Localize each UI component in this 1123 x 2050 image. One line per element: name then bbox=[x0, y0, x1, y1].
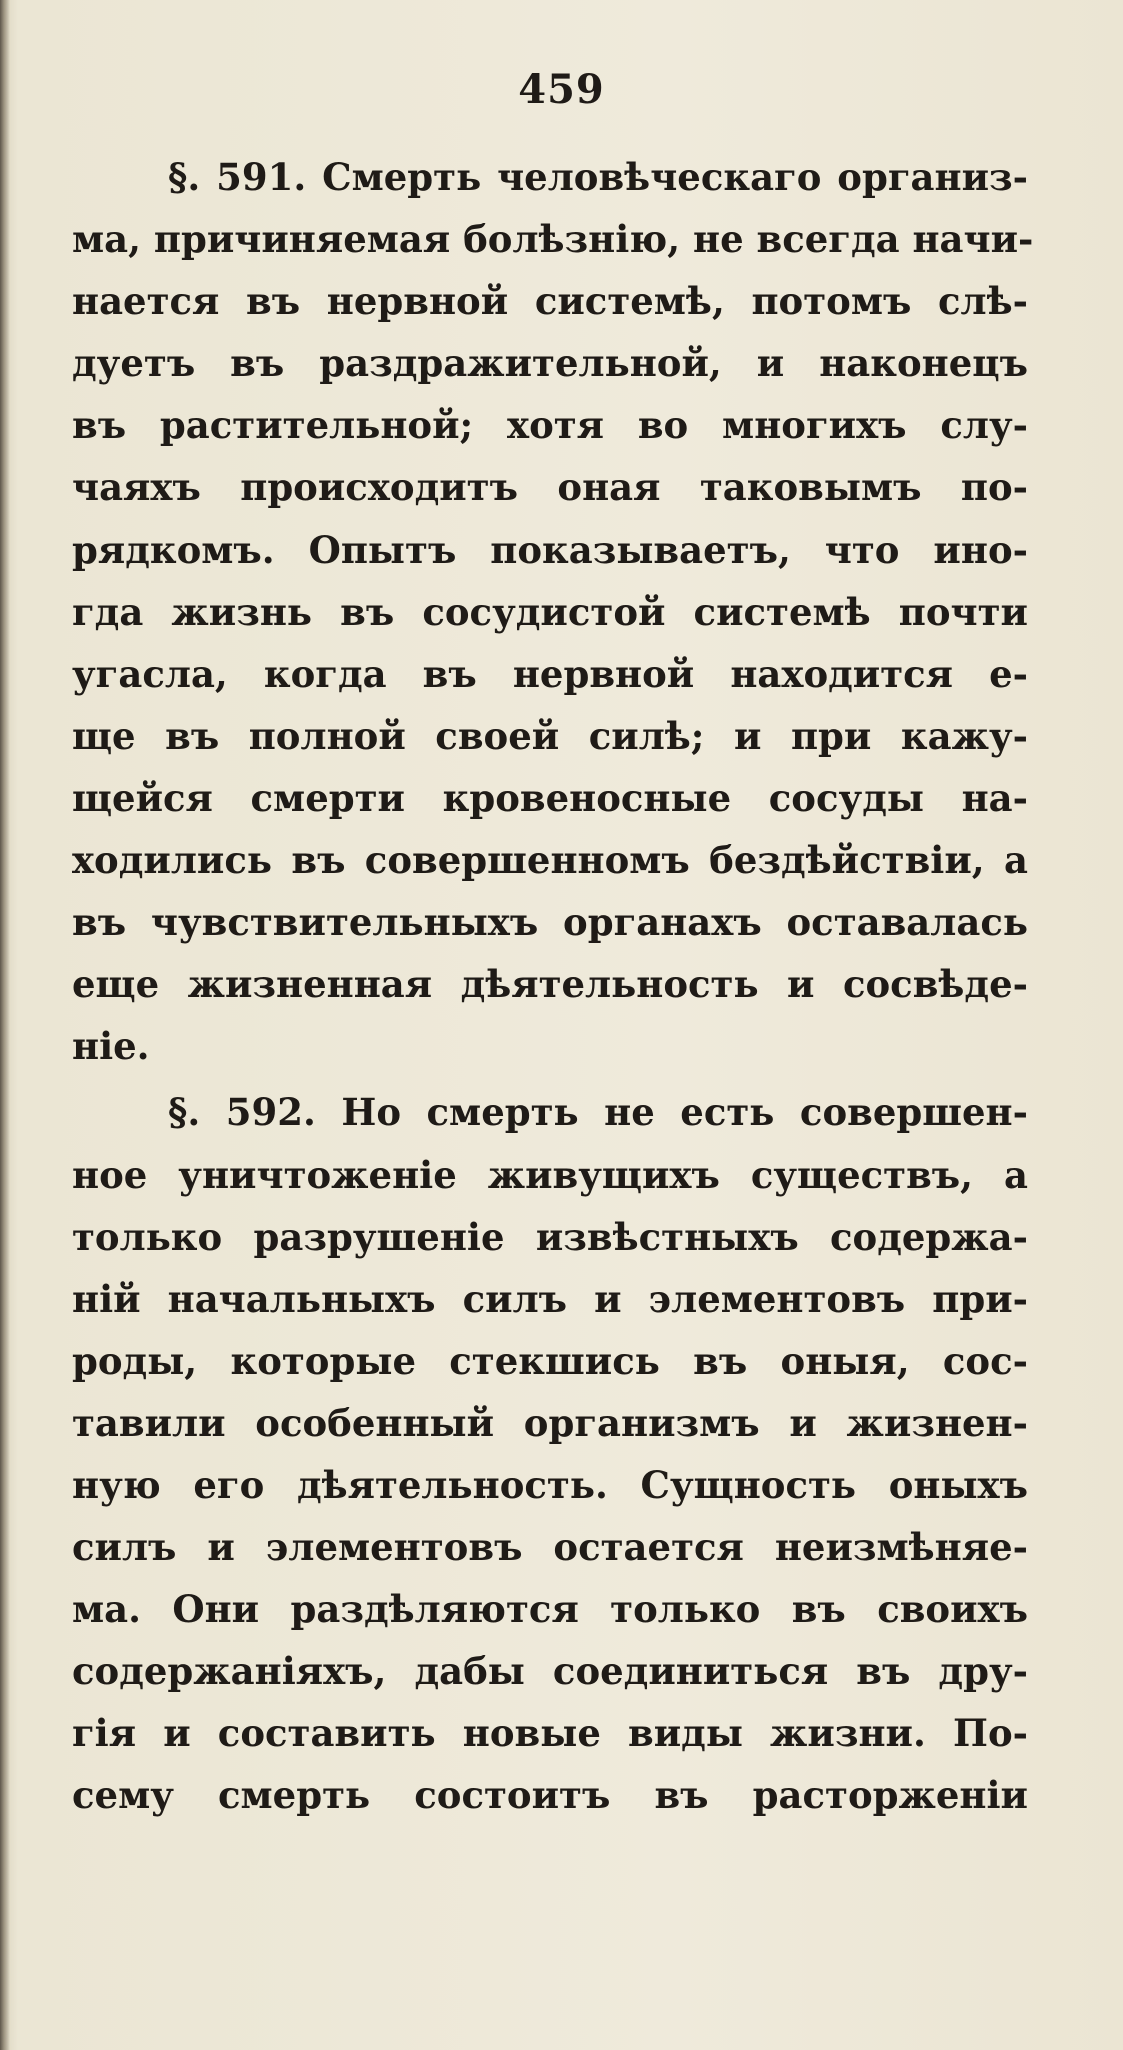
text-line: §. 592. Но смерть не есть совершен- bbox=[168, 1090, 1028, 1135]
paragraph-591 bbox=[72, 146, 1034, 1077]
text-line: ще въ полной своей силѣ; и при кажу- bbox=[72, 713, 1028, 758]
page-number: 459 bbox=[518, 66, 605, 113]
text-line: роды, которые стекшись въ оныя, сос- bbox=[72, 1338, 1028, 1383]
text-line: рядкомъ. Опытъ показываетъ, что ино- bbox=[72, 527, 1028, 572]
text-line: силъ и элементовъ остается неизмѣняе- bbox=[72, 1525, 1028, 1570]
text-line: только разрушеніе извѣстныхъ содержа- bbox=[72, 1214, 1028, 1259]
text-line: въ растительной; хотя во многихъ слу- bbox=[72, 403, 1028, 448]
text-line: ную его дѣятельность. Сущность оныхъ bbox=[72, 1462, 1028, 1507]
text-line: ній начальныхъ силъ и элементовъ при- bbox=[72, 1276, 1028, 1321]
text-line: ніе. bbox=[72, 1024, 150, 1069]
text-line: дуетъ въ раздражительной, и наконецъ bbox=[72, 341, 1028, 386]
page-binding-edge bbox=[0, 0, 10, 2050]
paragraph-592 bbox=[72, 1081, 1028, 1826]
text-line: нается въ нервной системѣ, потомъ слѣ- bbox=[72, 279, 1028, 324]
text-line: §. 591. Смерть человѣческаго организ- bbox=[168, 155, 1028, 199]
text-line: гда жизнь въ сосудистой системѣ почти bbox=[72, 589, 1028, 634]
text-line: еще жизненная дѣятельность и сосвѣде- bbox=[72, 962, 1028, 1007]
text-line: ма. Они раздѣляются только въ своихъ bbox=[72, 1587, 1028, 1632]
text-line: щейся смерти кровеносные сосуды на- bbox=[72, 775, 1028, 820]
page-body-text bbox=[72, 146, 1034, 1827]
text-line: ное уничтоженіе живущихъ существъ, а bbox=[72, 1152, 1028, 1197]
text-line: угасла, когда въ нервной находится е- bbox=[72, 651, 1028, 696]
text-line: ходились въ совершенномъ бездѣйствіи, а bbox=[72, 838, 1028, 883]
text-line: сему смерть состоитъ въ расторженіи bbox=[72, 1773, 1028, 1818]
text-line: чаяхъ происходитъ оная таковымъ по- bbox=[72, 465, 1028, 510]
text-line: въ чувствительныхъ органахъ оставалась bbox=[72, 900, 1028, 945]
text-line: ма, причиняемая болѣзнію, не всегда начи- bbox=[72, 217, 1034, 262]
text-line: содержаніяхъ, дабы соединиться въ дру- bbox=[72, 1649, 1028, 1694]
text-line: гія и составить новые виды жизни. По- bbox=[72, 1711, 1028, 1756]
text-line: тавили особенный организмъ и жизнен- bbox=[72, 1400, 1028, 1445]
